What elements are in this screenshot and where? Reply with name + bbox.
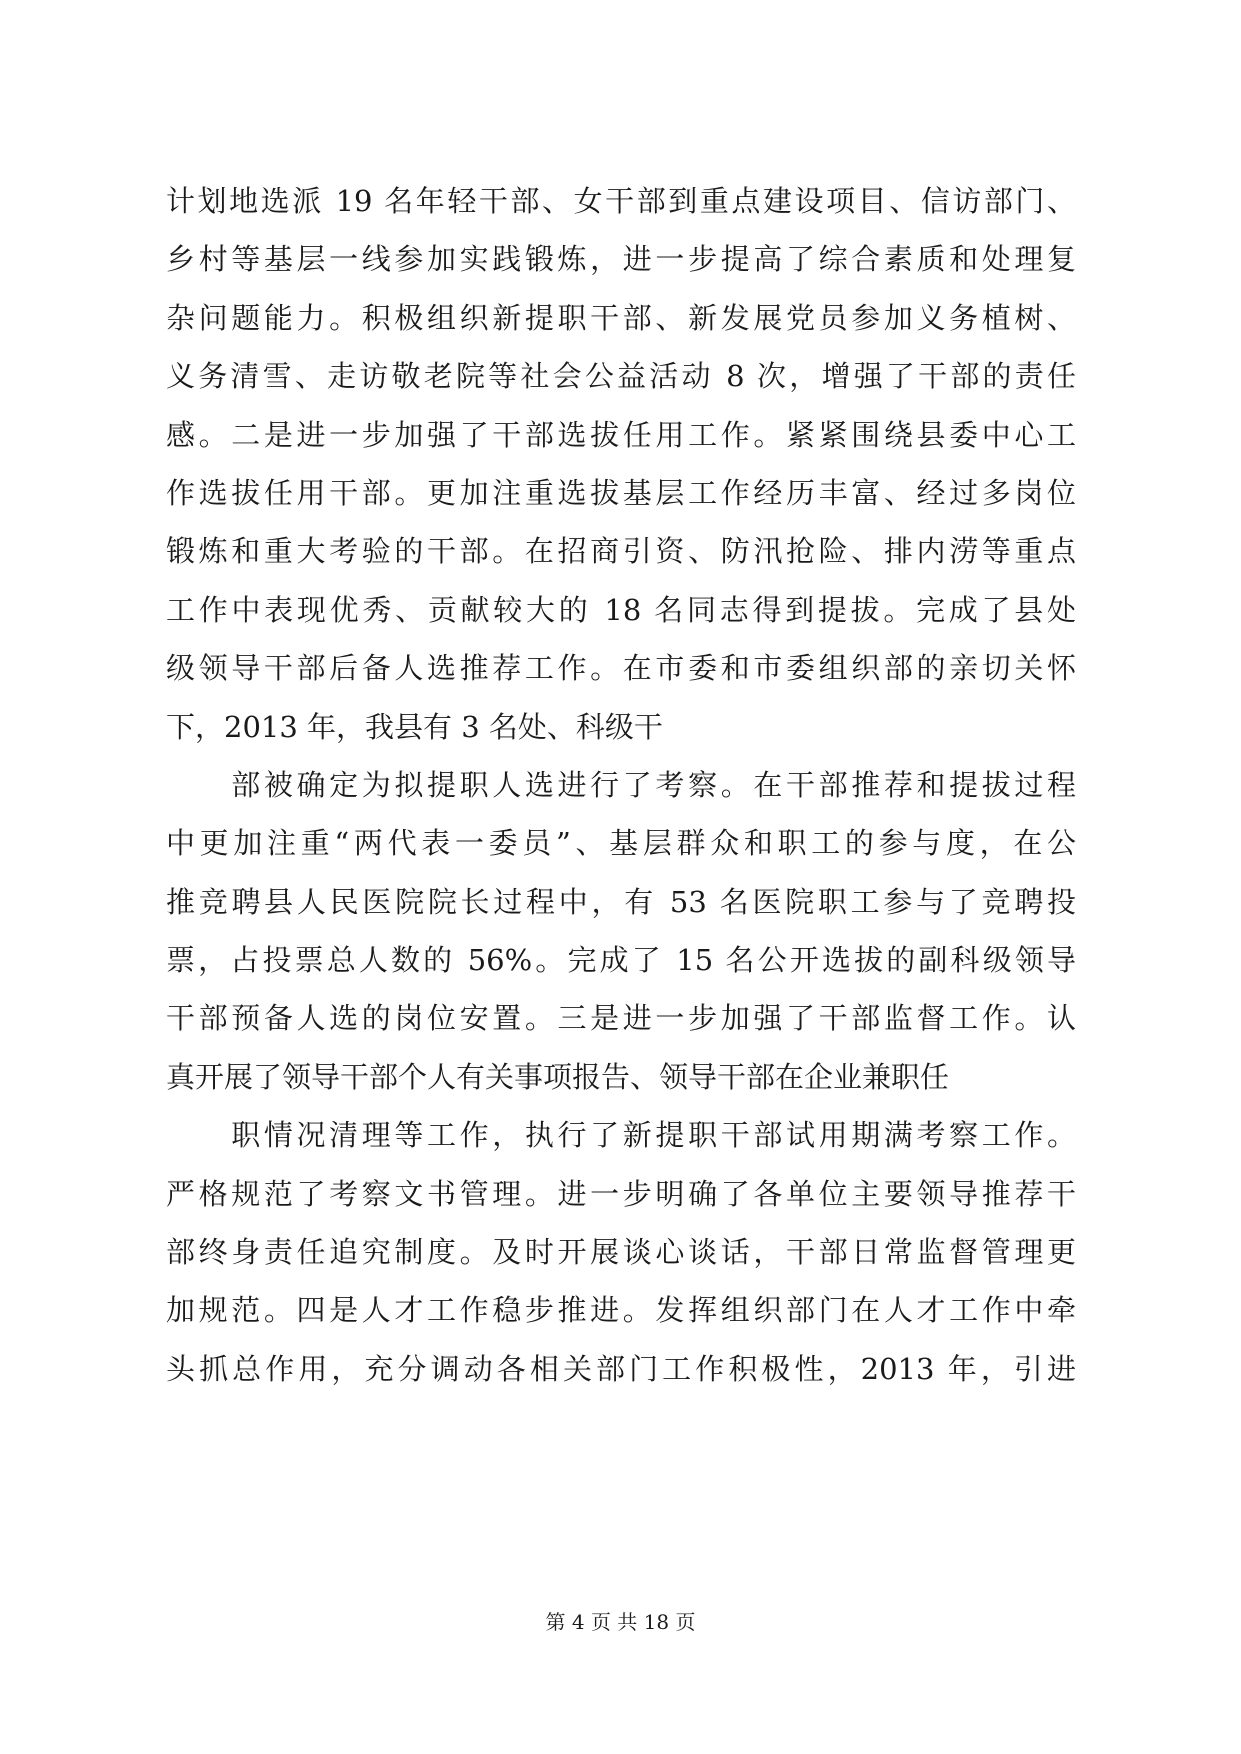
text-line: 乡村等基层一线参加实践锻炼，进一步提高了综合素质和处理复 <box>166 242 1076 277</box>
text-line: 干部预备人选的岗位安置。三是进一步加强了干部监督工作。认 <box>166 1001 1076 1036</box>
text-line: 严格规范了考察文书管理。进一步明确了各单位主要领导推荐干 <box>166 1176 1076 1211</box>
text-line: 下，2013 年，我县有 3 名处、科级干 <box>166 709 663 744</box>
text-line: 职情况清理等工作，执行了新提职干部试用期满考察工作。 <box>166 1118 1076 1153</box>
text-line: 级领导干部后备人选推荐工作。在市委和市委组织部的亲切关怀 <box>166 651 1076 686</box>
text-line: 锻炼和重大考验的干部。在招商引资、防汛抢险、排内涝等重点 <box>166 534 1076 569</box>
text-line: 义务清雪、走访敬老院等社会公益活动 8 次，增强了干部的责任 <box>166 359 1076 394</box>
text-line: 感。二是进一步加强了干部选拔任用工作。紧紧围绕县委中心工 <box>166 417 1076 452</box>
text-line: 杂问题能力。积极组织新提职干部、新发展党员参加义务植树、 <box>166 300 1076 335</box>
text-line: 中更加注重“两代表一委员”、基层群众和职工的参与度，在公 <box>166 826 1076 861</box>
page-footer: 第 4 页 共 18 页 <box>545 1610 696 1634</box>
text-line: 推竞聘县人民医院院长过程中，有 53 名医院职工参与了竞聘投 <box>166 884 1076 919</box>
body-text <box>166 172 1076 1398</box>
text-line: 部终身责任追究制度。及时开展谈心谈话，干部日常监督管理更 <box>166 1235 1076 1270</box>
text-line: 加规范。四是人才工作稳步推进。发挥组织部门在人才工作中牵 <box>166 1293 1076 1328</box>
text-line: 头抓总作用，充分调动各相关部门工作积极性，2013 年，引进 <box>166 1351 1076 1386</box>
text-line: 真开展了领导干部个人有关事项报告、领导干部在企业兼职任 <box>166 1059 950 1094</box>
text-line: 工作中表现优秀、贡献较大的 18 名同志得到提拔。完成了县处 <box>166 592 1076 627</box>
text-line: 票，占投票总人数的 56%。完成了 15 名公开选拔的副科级领导 <box>166 943 1076 978</box>
text-line: 作选拔任用干部。更加注重选拔基层工作经历丰富、经过多岗位 <box>166 475 1076 510</box>
text-line: 部被确定为拟提职人选进行了考察。在干部推荐和提拔过程 <box>166 767 1076 802</box>
text-line: 计划地选派 19 名年轻干部、女干部到重点建设项目、信访部门、 <box>166 184 1076 218</box>
